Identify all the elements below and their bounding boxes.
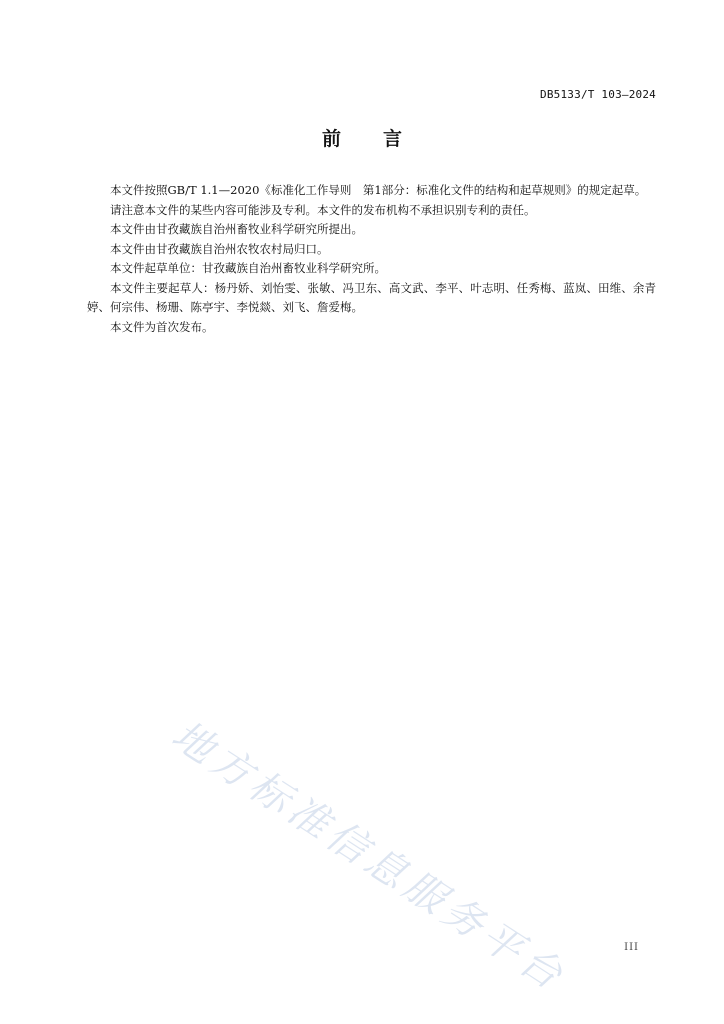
page-title-char-2: 言 [383,128,403,150]
page-number: III [624,942,639,953]
paragraph-centralized-by: 本文件由甘孜藏族自治州农牧农村局归口。 [110,241,329,256]
paragraph-first-release: 本文件为首次发布。 [110,319,214,334]
watermark-text: 地方标准信息服务平台 [163,712,575,1002]
paragraph-drafting-unit: 本文件起草单位：甘孜藏族自治州畜牧业科学研究所。 [110,261,386,275]
paragraph-proposed-by: 本文件由甘孜藏族自治州畜牧业科学研究所提出。 [110,222,363,236]
foreword-body [87,181,656,337]
paragraph-patent-notice: 请注意本文件的某些内容可能涉及专利。本文件的发布机构不承担识别专利的责任。 [110,202,536,217]
page-title-char-1: 前 [321,128,341,150]
paragraph-drafters: 本文件主要起草人：杨丹娇、刘怡雯、张敏、冯卫东、高文武、李平、叶志明、任秀梅、蓝岚、田维、余青婷、何宗伟、杨珊、陈亭宇、李悦燚、刘飞、詹爱梅。 [87,280,656,314]
paragraph-drafting-rules: 本文件按照GB/T 1.1—2020《标准化工作导则 第1部分：标准化文件的结构和起草规则》的规定起草。 [110,183,647,197]
document-code: DB5133/T 103—2024 [540,88,656,101]
page-title [0,124,724,151]
